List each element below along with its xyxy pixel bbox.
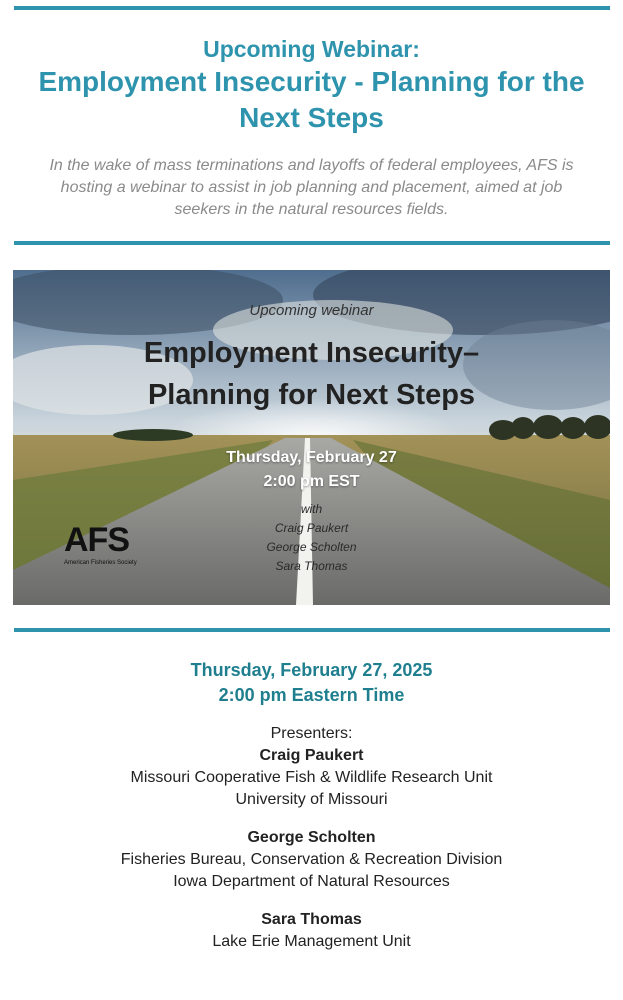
- presenter-block: [0, 827, 623, 893]
- banner-presenter-name: George Scholten: [266, 540, 357, 554]
- banner-title-line1: Employment Insecurity–: [143, 337, 480, 369]
- afs-logo-subtitle: American Fisheries Society: [64, 560, 137, 566]
- lower-divider: [14, 628, 610, 632]
- banner-date: Thursday, February 27: [226, 449, 397, 466]
- header-title-line1: Employment Insecurity - Planning for the: [38, 66, 585, 97]
- intro-line: seekers in the natural resources fields.: [174, 201, 449, 218]
- presenters-section: [0, 723, 623, 953]
- afs-logo-mark: AFS: [64, 521, 129, 559]
- presenter-affiliation: Fisheries Bureau, Conservation & Recreation Division: [120, 851, 503, 868]
- afs-logo: [64, 521, 140, 573]
- presenter-affiliation: Iowa Department of Natural Resources: [173, 873, 450, 890]
- presenter-affiliation: University of Missouri: [235, 791, 388, 808]
- banner-date-time: [0, 446, 623, 494]
- presenters-label: Presenters:: [270, 725, 353, 742]
- event-date: Thursday, February 27, 2025: [190, 660, 433, 680]
- banner-with-label: with: [300, 502, 323, 516]
- intro-line: hosting a webinar to assist in job planning and placement, aimed at job: [60, 179, 563, 196]
- page-header: [0, 34, 623, 136]
- banner-presenter-name: Craig Paukert: [274, 521, 349, 535]
- event-date-time: [0, 658, 623, 708]
- banner-time: 2:00 pm EST: [263, 473, 360, 490]
- presenter-name: Sara Thomas: [261, 911, 362, 928]
- presenter-name: Craig Paukert: [259, 747, 364, 764]
- banner-presenter-name: Sara Thomas: [275, 559, 348, 573]
- presenter-block: [0, 909, 623, 953]
- intro-paragraph: [20, 155, 603, 221]
- presenter-block: [0, 745, 623, 811]
- presenter-affiliation: Lake Erie Management Unit: [212, 933, 411, 950]
- header-kicker: Upcoming Webinar:: [203, 36, 420, 62]
- middle-divider: [14, 241, 610, 245]
- header-title-line2: Next Steps: [239, 102, 384, 133]
- presenter-affiliation: Missouri Cooperative Fish & Wildlife Research Unit: [130, 769, 493, 786]
- top-divider: [14, 6, 610, 10]
- intro-line: In the wake of mass terminations and layoffs of federal employees, AFS is: [49, 157, 574, 174]
- banner-kicker: Upcoming webinar: [249, 302, 374, 319]
- presenter-name: George Scholten: [247, 829, 376, 846]
- banner-title-line2: Planning for Next Steps: [147, 379, 476, 411]
- banner-title: [0, 332, 623, 416]
- event-time: 2:00 pm Eastern Time: [218, 685, 405, 705]
